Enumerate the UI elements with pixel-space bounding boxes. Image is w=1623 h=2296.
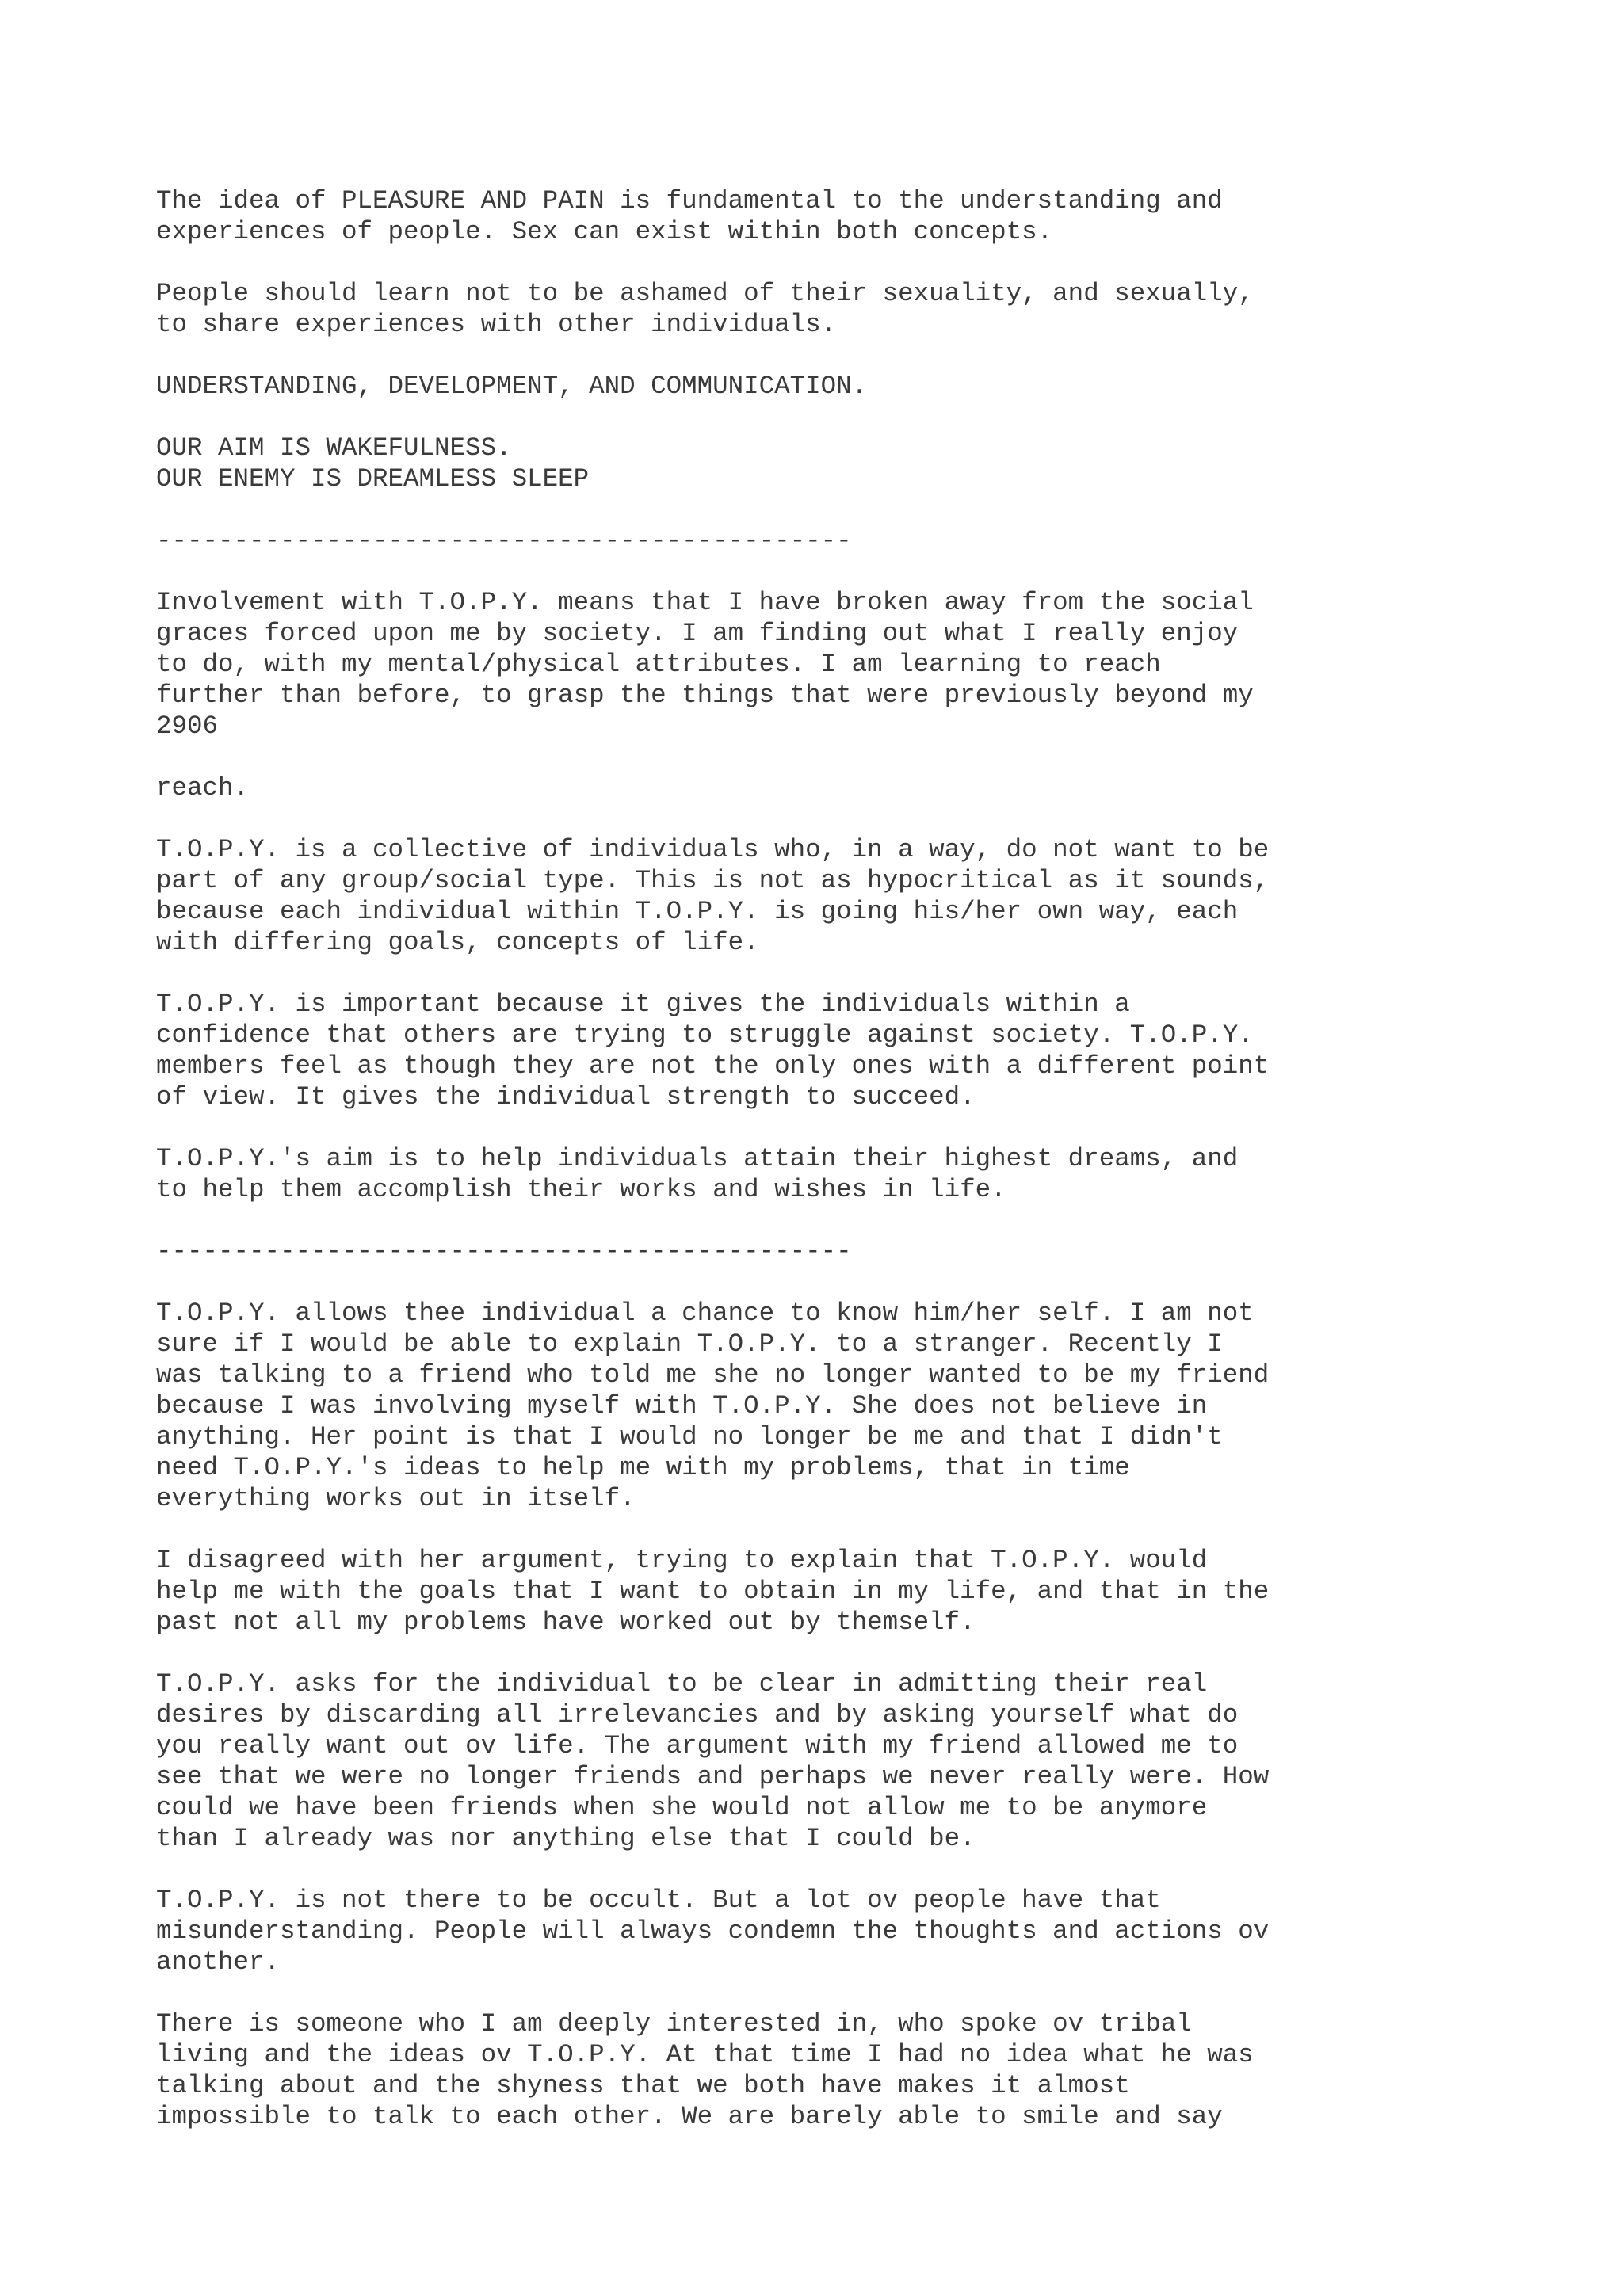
text-line: than I already was nor anything else that I could be. — [156, 1824, 976, 1853]
paragraph — [156, 1885, 1551, 1978]
text-line: impossible to talk to each other. We are barely able to smile and say — [156, 2102, 1223, 2131]
text-line: members feel as though they are not the only ones with a different point — [156, 1051, 1270, 1081]
paragraph — [156, 772, 1551, 803]
section-divider — [156, 1236, 1551, 1267]
text-line: of view. It gives the individual strength to succeed. — [156, 1082, 976, 1112]
text-line: to do, with my mental/physical attributes. I am learning to reach — [156, 650, 1161, 679]
paragraph — [156, 834, 1551, 958]
text-line: desires by discarding all irrelevancies and by asking yourself what do — [156, 1700, 1239, 1730]
text-line: because I was involving myself with T.O.P.Y. She does not believe in — [156, 1391, 1208, 1421]
paragraph — [156, 2008, 1551, 2132]
paragraph — [156, 433, 1551, 494]
text-line: need T.O.P.Y.'s ideas to help me with my problems, that in time — [156, 1453, 1130, 1482]
text-line: T.O.P.Y. is a collective of individuals who, in a way, do not want to be — [156, 835, 1270, 864]
text-line: because each individual within T.O.P.Y. is going his/her own way, each — [156, 897, 1239, 926]
text-line: T.O.P.Y.'s aim is to help individuals attain their highest dreams, and — [156, 1144, 1239, 1173]
text-line: to share experiences with other individuals. — [156, 310, 837, 339]
text-line: part of any group/social type. This is not as hypocritical as it sounds, — [156, 866, 1270, 895]
text-line: The idea of PLEASURE AND PAIN is fundamental to the understanding and — [156, 186, 1223, 215]
section-divider — [156, 525, 1551, 556]
text-line: reach. — [156, 773, 250, 803]
text-line: you really want out ov life. The argument with my friend allowed me to — [156, 1731, 1239, 1760]
text-line: 2906 — [156, 711, 219, 741]
divider-line: --------------------------------------------- — [156, 526, 852, 555]
paragraph — [156, 989, 1551, 1112]
text-line: T.O.P.Y. asks for the individual to be clear in admitting their real — [156, 1669, 1208, 1699]
text-line: T.O.P.Y. allows thee individual a chance to know him/her self. I am not — [156, 1299, 1254, 1328]
text-line: anything. Her point is that I would no longer be me and that I didn't — [156, 1422, 1223, 1451]
text-line: T.O.P.Y. is important because it gives the individuals within a — [156, 990, 1130, 1019]
paragraph — [156, 1545, 1551, 1638]
text-line: There is someone who I am deeply interested in, who spoke ov tribal — [156, 2009, 1192, 2039]
text-line: T.O.P.Y. is not there to be occult. But a lot ov people have that — [156, 1886, 1161, 1915]
text-line: I disagreed with her argument, trying to explain that T.O.P.Y. would — [156, 1546, 1208, 1575]
paragraph — [156, 371, 1551, 402]
text-line: misunderstanding. People will always condemn the thoughts and actions ov — [156, 1917, 1270, 1946]
divider-line: --------------------------------------------- — [156, 1237, 852, 1266]
text-line: OUR AIM IS WAKEFULNESS. — [156, 433, 512, 463]
document-page — [156, 185, 1551, 2163]
text-line: sure if I would be able to explain T.O.P.Y. to a stranger. Recently I — [156, 1329, 1223, 1359]
text-line: further than before, to grasp the things that were previously beyond my — [156, 681, 1254, 710]
paragraph — [156, 1143, 1551, 1205]
text-line: confidence that others are trying to struggle against society. T.O.P.Y. — [156, 1020, 1254, 1050]
text-line: talking about and the shyness that we both have makes it almost — [156, 2071, 1130, 2100]
paragraph — [156, 1298, 1551, 1514]
text-line: Involvement with T.O.P.Y. means that I have broken away from the social — [156, 588, 1254, 617]
text-line: was talking to a friend who told me she no longer wanted to be my friend — [156, 1360, 1270, 1390]
paragraph — [156, 278, 1551, 340]
text-line: past not all my problems have worked out by themself. — [156, 1608, 976, 1637]
paragraph — [156, 587, 1551, 742]
text-line: graces forced upon me by society. I am finding out what I really enjoy — [156, 619, 1239, 648]
text-line: with differing goals, concepts of life. — [156, 928, 759, 957]
paragraph — [156, 185, 1551, 247]
text-line: see that we were no longer friends and perhaps we never really were. How — [156, 1762, 1270, 1791]
paragraph — [156, 1669, 1551, 1854]
text-line: everything works out in itself. — [156, 1484, 636, 1513]
text-line: could we have been friends when she would not allow me to be anymore — [156, 1793, 1208, 1822]
text-line: help me with the goals that I want to obtain in my life, and that in the — [156, 1577, 1270, 1606]
text-line: OUR ENEMY IS DREAMLESS SLEEP — [156, 464, 590, 494]
text-line: living and the ideas ov T.O.P.Y. At that time I had no idea what he was — [156, 2040, 1254, 2069]
text-line: UNDERSTANDING, DEVELOPMENT, AND COMMUNICATION. — [156, 372, 868, 401]
text-line: experiences of people. Sex can exist within both concepts. — [156, 217, 1053, 246]
text-line: to help them accomplish their works and wishes in life. — [156, 1175, 1006, 1204]
text-line: another. — [156, 1947, 281, 1977]
text-line: People should learn not to be ashamed of their sexuality, and sexually, — [156, 279, 1254, 308]
